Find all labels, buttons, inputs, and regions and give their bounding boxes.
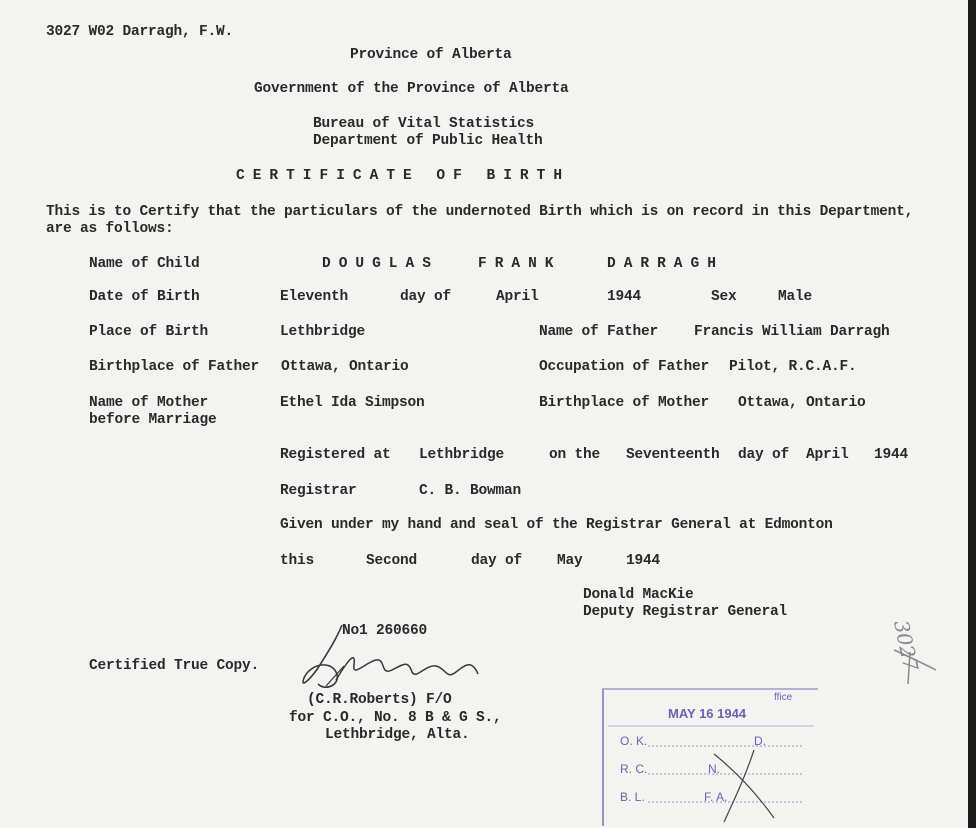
occupation-father-value: Pilot, R.C.A.F. bbox=[729, 359, 857, 375]
sex-label: Sex bbox=[711, 289, 737, 305]
birth-month: April bbox=[496, 289, 539, 305]
name-of-mother-label: Name of Mother bbox=[89, 395, 209, 411]
stamp-row-2a: R. C. bbox=[620, 762, 648, 776]
registrar-value: C. B. Bowman bbox=[419, 483, 522, 499]
given-under-line: Given under my hand and seal of the Registrar General at Edmonton bbox=[280, 517, 833, 533]
given-year: 1944 bbox=[626, 553, 661, 569]
given-month: May bbox=[557, 553, 583, 569]
stamp-date: MAY 16 1944 bbox=[668, 706, 747, 721]
place-of-birth-value: Lethbridge bbox=[280, 324, 366, 340]
stamp-row-3b: F. A. bbox=[704, 790, 728, 804]
for-co-line: for C.O., No. 8 B & G S., bbox=[289, 710, 502, 726]
on-the-text: on the bbox=[549, 447, 601, 463]
birthplace-father-label: Birthplace of Father bbox=[89, 359, 260, 375]
copy-number: No1 260660 bbox=[342, 623, 428, 639]
day-of-text: day of bbox=[400, 289, 452, 305]
certificate-title: CERTIFICATE OF BIRTH bbox=[236, 168, 571, 184]
government-heading: Government of the Province of Alberta bbox=[254, 81, 569, 97]
received-stamp bbox=[602, 688, 818, 826]
stamp-lines bbox=[604, 690, 818, 826]
birthplace-mother-label: Birthplace of Mother bbox=[539, 395, 710, 411]
child-middle-name: FRANK bbox=[478, 256, 562, 272]
intro-line-1: This is to Certify that the particulars of the undernoted Birth which is on record in this Department, bbox=[46, 204, 914, 220]
child-last-name: DARRAGH bbox=[607, 256, 724, 272]
registered-at-value: Lethbridge bbox=[419, 447, 505, 463]
birthplace-father-value: Ottawa, Ontario bbox=[281, 359, 409, 375]
date-of-birth-label: Date of Birth bbox=[89, 289, 200, 305]
name-of-child-label: Name of Child bbox=[89, 256, 200, 272]
signer-name: (C.R.Roberts) F/O bbox=[307, 692, 452, 708]
registration-year: 1944 bbox=[874, 447, 909, 463]
certified-true-copy: Certified True Copy. bbox=[89, 658, 260, 674]
name-of-mother-value: Ethel Ida Simpson bbox=[280, 395, 425, 411]
birthplace-mother-value: Ottawa, Ontario bbox=[738, 395, 866, 411]
stamp-row-1b: D. bbox=[754, 734, 766, 748]
registered-at-label: Registered at bbox=[280, 447, 391, 463]
registration-day: Seventeenth bbox=[626, 447, 720, 463]
birth-day: Eleventh bbox=[280, 289, 349, 305]
name-of-father-value: Francis William Darragh bbox=[694, 324, 890, 340]
bureau-heading: Bureau of Vital Statistics bbox=[313, 116, 535, 132]
occupation-father-label: Occupation of Father bbox=[539, 359, 710, 375]
name-of-father-label: Name of Father bbox=[539, 324, 659, 340]
province-heading: Province of Alberta bbox=[350, 47, 512, 63]
signatory-name: Donald MacKie bbox=[583, 587, 694, 603]
roberts-signature bbox=[296, 620, 496, 700]
day-of-text: day of bbox=[738, 447, 790, 463]
birth-year: 1944 bbox=[607, 289, 642, 305]
stamp-row-3a: B. L. bbox=[620, 790, 645, 804]
intro-line-2: are as follows: bbox=[46, 221, 174, 237]
signatory-title: Deputy Registrar General bbox=[583, 604, 788, 620]
child-first-name: DOUGLAS bbox=[322, 256, 439, 272]
margin-handwriting bbox=[880, 612, 950, 692]
sex-value: Male bbox=[778, 289, 813, 305]
signer-place: Lethbridge, Alta. bbox=[325, 727, 470, 743]
given-day: Second bbox=[366, 553, 418, 569]
stamp-row-2b: N. bbox=[708, 762, 720, 776]
registration-month: April bbox=[806, 447, 849, 463]
place-of-birth-label: Place of Birth bbox=[89, 324, 209, 340]
stamp-row-1a: O. K. bbox=[620, 734, 648, 748]
day-of-text: day of bbox=[471, 553, 523, 569]
registrar-label: Registrar bbox=[280, 483, 357, 499]
this-text: this bbox=[280, 553, 315, 569]
stamp-corner-text: ffice bbox=[774, 692, 793, 703]
before-marriage-label: before Marriage bbox=[89, 412, 217, 428]
svg-text:3027: 3027 bbox=[889, 618, 924, 673]
department-heading: Department of Public Health bbox=[313, 133, 543, 149]
file-reference: 3027 W02 Darragh, F.W. bbox=[46, 24, 234, 40]
